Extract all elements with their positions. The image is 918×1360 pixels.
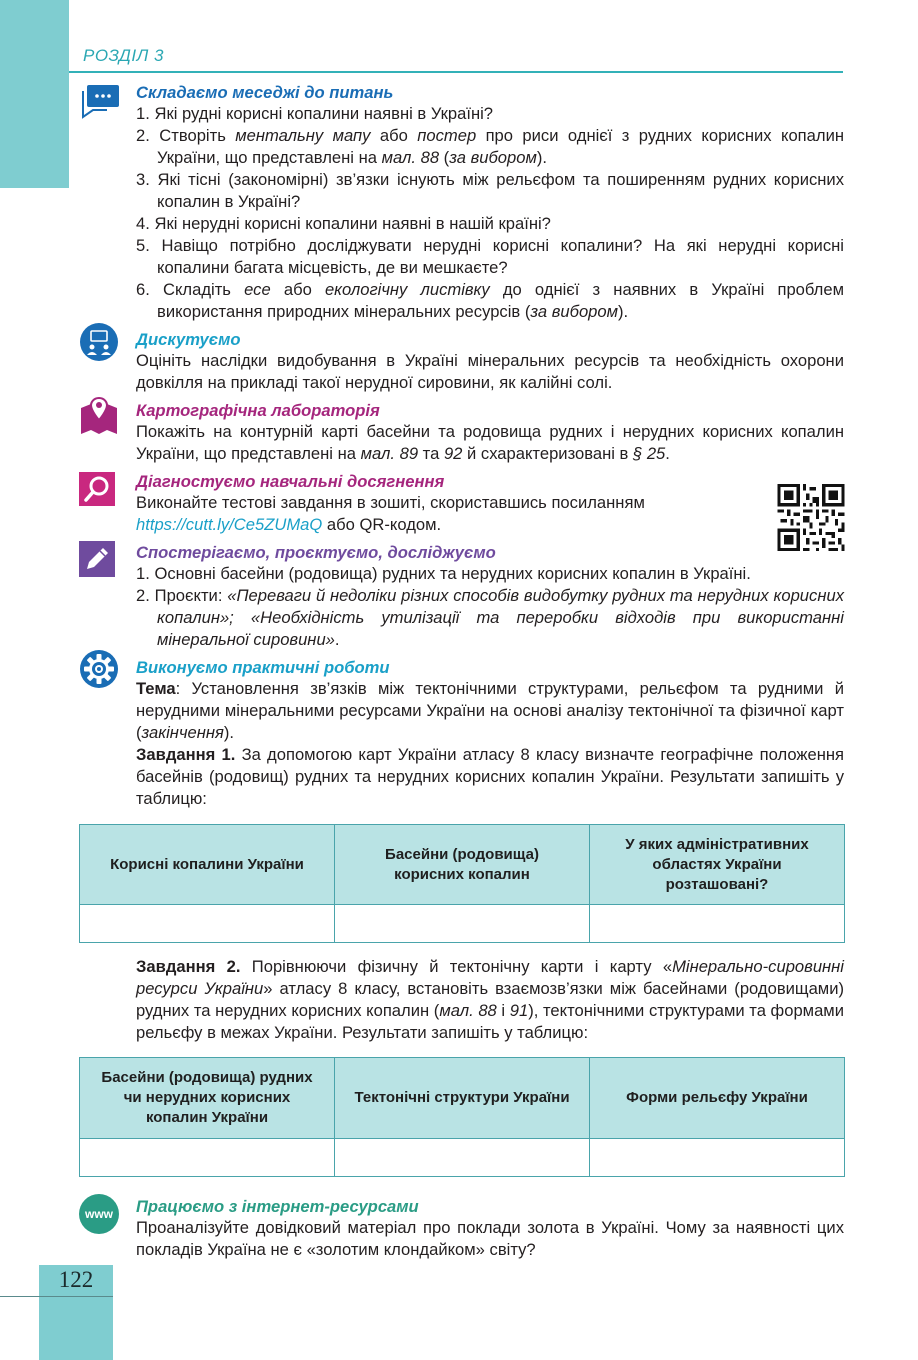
messages-list [136, 103, 844, 323]
table-header: Корисні копалини України [80, 825, 335, 905]
observe-title: Спостерігаємо, проєктуємо, досліджуємо [136, 543, 496, 562]
table-1 [79, 824, 845, 943]
cartography-title: Картографічна лабораторія [136, 401, 380, 420]
table-header: Форми рельєфу України [590, 1058, 845, 1139]
discussion-icon [79, 322, 119, 362]
list-item: 6. Складіть есе або екологічну листівку до однієї з наявних в Україні проблем використання природних мінеральних ресурсів (за вибором). [136, 280, 844, 321]
observe-list [136, 563, 844, 651]
pencil-icon [79, 541, 115, 577]
magnifier-icon [79, 472, 115, 506]
diagnostics-section [136, 471, 776, 536]
list-item: 2. Проєкти: «Переваги й недоліки різних способів видобутку рудних та нерудних корисних копалин»; «Необхідність утилізації та переробки відходів при використанні мінеральної сировини». [136, 586, 844, 649]
table-header: У яких адміністративних областях України розташовані? [590, 825, 845, 905]
list-item: 2. Створіть ментальну мапу або постер про риси однієї з рудних корисних копалин України, що представлені на мал. 88 (за вибором). [136, 126, 844, 167]
table-cell [590, 1139, 845, 1177]
chat-bubble-icon [79, 83, 121, 119]
task2-section [136, 956, 844, 1044]
test-link[interactable]: https://cutt.ly/Ce5ZUMaQ [136, 515, 323, 534]
map-pin-icon [79, 394, 119, 436]
task1-text: Завдання 1. За допомогою карт України атласу 8 класу визначте географічне положення басейнів (родовищ) рудних та нерудних корисних копалин України. Результати запишіть у таблицю: [136, 745, 845, 808]
diagnostics-text: Виконайте тестові завдання в зошиті, скориставшись посиланням https://cutt.ly/Ce5ZUMaQ або QR-кодом. [136, 493, 645, 534]
table-header: Басейни (родовища) рудних чи нерудних корисних копалин України [80, 1058, 335, 1139]
list-item: 3. Які тісні (закономірні) зв’язки існують між рельєфом та поширенням рудних корисних копалин в Україні? [136, 170, 844, 211]
messages-title: Складаємо меседжі до питань [136, 83, 394, 102]
diagnostics-title: Діагностуємо навчальні досягнення [136, 472, 445, 491]
observe-section [136, 542, 844, 651]
table-header: Басейни (родовища) корисних копалин [335, 825, 590, 905]
header-rule [69, 71, 843, 73]
practice-section [136, 657, 844, 810]
chapter-label: РОЗДІЛ 3 [83, 46, 164, 65]
table-header: Тектонічні структури України [335, 1058, 590, 1139]
table-cell [590, 905, 845, 943]
list-item: 1. Які рудні корисні копалини наявні в Україні? [136, 104, 494, 123]
qr-code-icon[interactable] [777, 484, 845, 551]
discussion-text: Оцініть наслідки видобування в Україні мінеральних ресурсів та необхідність охорони довкілля на прикладі такої нерудної сировини, як калійні солі. [136, 351, 844, 392]
side-accent-bar [0, 0, 69, 188]
internet-section [136, 1196, 844, 1261]
table-cell [80, 905, 335, 943]
internet-title: Працюємо з інтернет-ресурсами [136, 1197, 419, 1216]
list-item: 5. Навіщо потрібно досліджувати нерудні корисні копалини? На які нерудні корисні копалини багата місцевість, де ви мешкаєте? [136, 236, 844, 277]
task2-text: Завдання 2. Порівнюючи фізичну й тектонічну карти і карту «Мінерально-сировинні ресурси України» атласу 8 класу, встановіть взаємозв’язки між басейнами (родовищами) рудних та нерудних корисних копалин (мал. 88 і 91), тектонічними структурами та формами рельєфу в межах України. Результати запишіть у таблицю: [136, 957, 844, 1042]
table-cell [335, 1139, 590, 1177]
page-number: 122 [58, 1267, 94, 1292]
cartography-section [136, 400, 844, 465]
messages-section [136, 82, 844, 323]
table-cell [335, 905, 590, 943]
gear-icon [79, 649, 119, 689]
discussion-title: Дискутуємо [136, 330, 241, 349]
table-2 [79, 1057, 845, 1177]
list-item: 4. Які нерудні корисні копалини наявні в нашій країні? [136, 214, 551, 233]
practice-title: Виконуємо практичні роботи [136, 658, 390, 677]
discussion-section [136, 329, 844, 394]
www-icon: www [79, 1194, 119, 1234]
table-cell [80, 1139, 335, 1177]
page-number-rule [0, 1296, 113, 1297]
practice-topic: Тема: Установлення зв’язків між тектонічними структурами, рельєфом та рудними й нерудними мінеральними ресурсами України на основі аналізу тектонічної та фізичної карт (закінчення). [136, 679, 844, 742]
cartography-text: Покажіть на контурній карті басейни та родовища рудних і нерудних корисних копалин України, що представлені на мал. 89 та 92 й схарактеризовані в § 25. [136, 422, 844, 463]
internet-text: Проаналізуйте довідковий матеріал про поклади золота в Україні. Чому за наявності цих покладів Україна не є «золотим клондайком» світу? [136, 1218, 844, 1259]
list-item: 1. Основні басейни (родовища) рудних та нерудних корисних копалин в Україні. [136, 564, 751, 583]
